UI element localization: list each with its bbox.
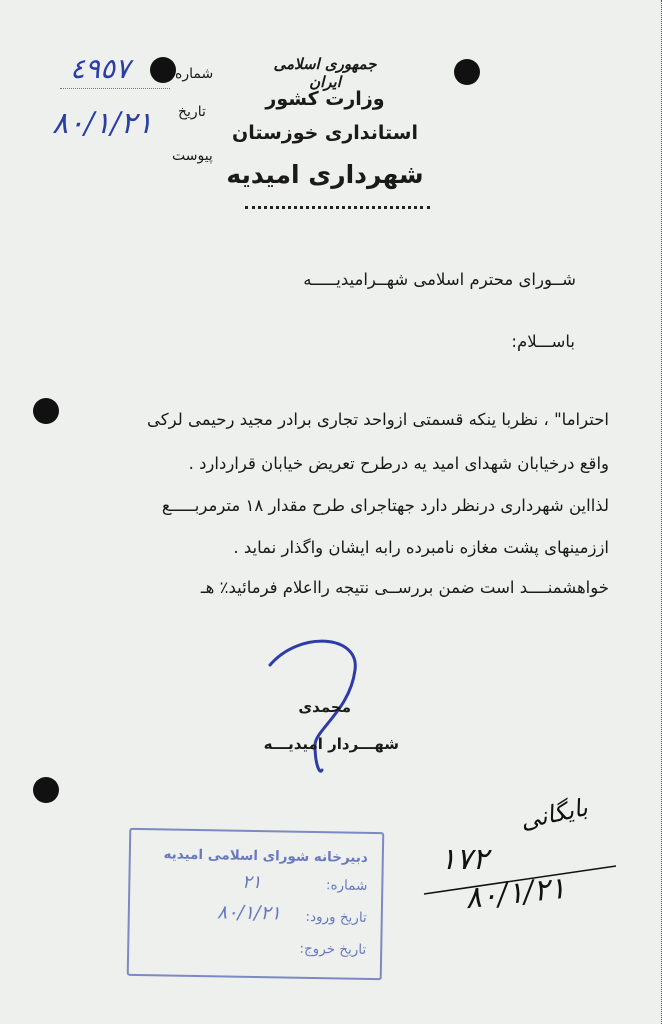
date-value: ٨٠/١/٢١ [52,106,153,141]
body-line-2: واقع درخیابان شهدای امید یه درطرح تعریض خیابان قراردارد . [188,454,609,473]
signatory-name: محمدی [298,698,351,716]
letterhead-divider [245,206,430,209]
recipient-line: شــورای محترم اسلامی شهــرامیدیـــــه [303,270,576,289]
number-label: شماره [175,66,214,82]
punch-hole-bottom [33,777,59,803]
body-line-3: لذااین شهرداری درنظر دارد جهتاجرای طرح مقدار ١٨ مترمربـــــع [161,496,609,515]
letterhead-municipality: شهرداری امیدیه [226,160,424,189]
body-line-1: احتراما" ، نظربا ینکه قسمتی ازواحد تجاری برادر مجید رحیمی لرکی [147,410,609,429]
handwritten-archive-number: ١٧٢ [440,842,489,877]
letterhead-governorate: استانداری خوزستان [231,122,418,144]
date-label: تاریخ [178,104,206,120]
stamp-entry-date-label: تاریخ ورود: [305,908,367,926]
meta-underline [60,88,170,89]
stamp-number-value: ٢١ [241,871,262,894]
number-value: ٤٩٥٧ [70,52,131,85]
greeting: باســـلام: [511,332,575,351]
body-line-5: خواهشمنــــد است ضمن بررســی نتیجه رااعلام فرمائید٪ هـ [200,578,609,597]
council-registry-stamp [127,828,385,980]
letterhead-ministry: وزارت کشور [265,88,385,110]
stamp-number-label: شماره: [325,877,368,894]
handwritten-archive-word: بایگانی [517,793,591,835]
handwritten-archive-date: ٨٠/١/٢١ [463,870,568,917]
stamp-entry-date-value: ٨٠/١/٢١ [216,901,282,925]
punch-hole-middle [33,398,59,424]
body-line-4: اززمینهای پشت مغازه نامبرده رابه ایشان واگذار نماید . [233,538,609,557]
stamp-title: دبیرخانه شورای اسلامی امیدیه [163,846,368,866]
signatory-title: شهـــردار امیدیـــه [263,735,399,753]
punch-hole-top-right [454,59,480,85]
attachment-label: پیوست [172,148,213,164]
letterhead-republic: جمهوری اسلامی ایران [273,55,377,91]
punch-hole-top [150,57,176,83]
stamp-exit-date-label: تاریخ خروج: [299,940,367,958]
